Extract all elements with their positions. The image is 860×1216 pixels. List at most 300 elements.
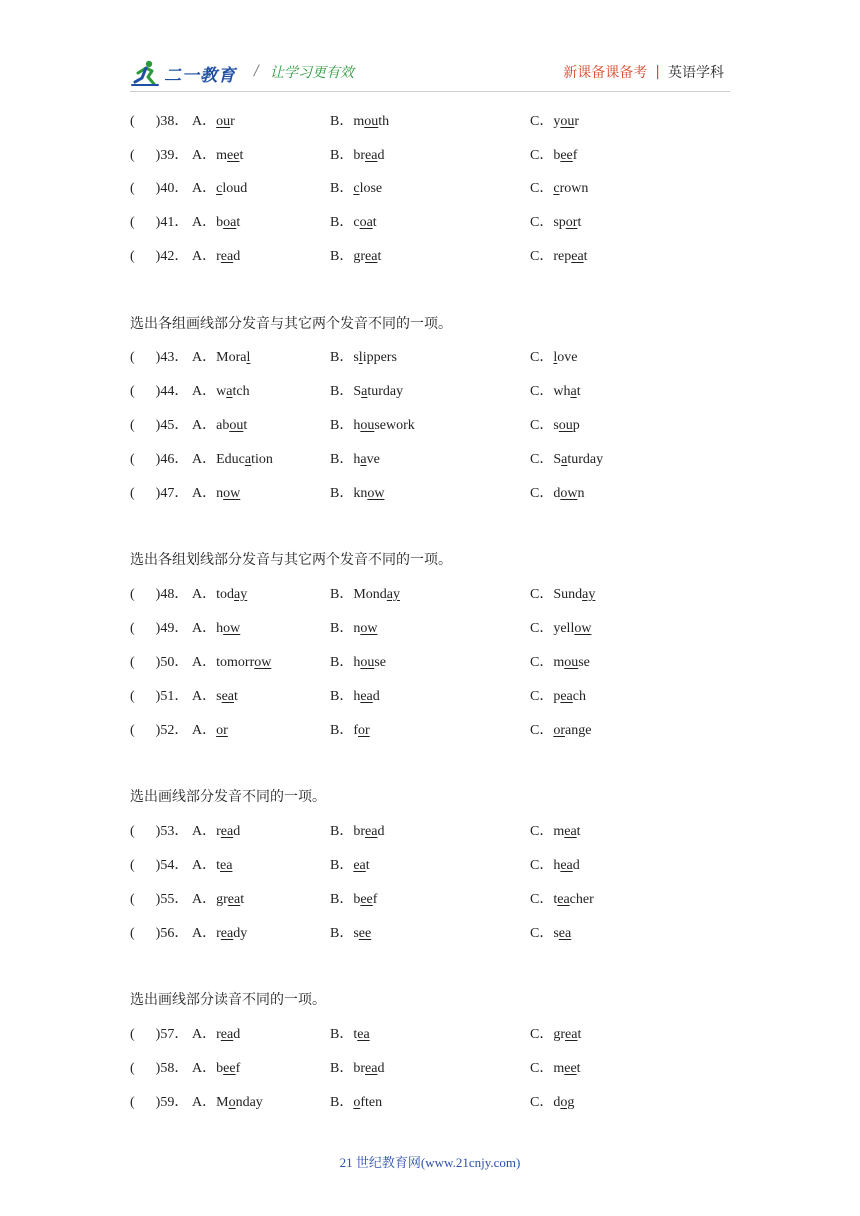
word-part: f	[235, 1061, 241, 1076]
option-c	[530, 246, 588, 268]
underlined-part: l	[246, 350, 251, 365]
question-number: ( )56．	[130, 926, 189, 941]
underlined-part: ou	[360, 655, 375, 670]
option-label: A．	[192, 892, 217, 907]
page-footer: 21 世纪教育网(www.21cnjy.com)	[339, 1155, 521, 1170]
option-b	[330, 449, 380, 471]
word-part: m	[353, 114, 365, 129]
underlined-part: ow	[560, 486, 578, 501]
word-part: kn	[353, 486, 368, 501]
word-part: rep	[553, 249, 572, 264]
option-b	[330, 111, 389, 133]
question-number: ( )47．	[130, 486, 189, 501]
underlined-part: a	[361, 384, 368, 399]
underlined-part: ee	[564, 1061, 577, 1076]
word-part: t	[576, 384, 581, 399]
question-row	[130, 111, 730, 133]
option-label: B．	[330, 892, 354, 907]
underlined-part: o	[353, 1095, 361, 1110]
underlined-part: ea	[560, 689, 573, 704]
underlined-part: or	[216, 723, 228, 738]
word-part: m	[216, 148, 228, 163]
word-part: ippers	[362, 350, 397, 365]
word-part: br	[353, 1061, 366, 1076]
question-row	[130, 178, 730, 200]
option-c	[530, 449, 603, 471]
option-b	[330, 923, 371, 945]
word-part: y	[553, 114, 561, 129]
question-row	[130, 618, 730, 640]
word-part: r	[216, 824, 221, 839]
question-row	[130, 1092, 730, 1114]
underlined-part: a	[561, 452, 568, 467]
option-label: B．	[330, 418, 354, 433]
underlined-part: ow	[360, 621, 378, 636]
option-b	[330, 618, 377, 640]
question-row	[130, 652, 730, 674]
underlined-part: ou	[364, 114, 379, 129]
word-part: s	[353, 926, 359, 941]
word-part: rown	[559, 181, 589, 196]
question-row	[130, 720, 730, 742]
question-number: ( )39．	[130, 148, 189, 163]
option-label: B．	[330, 384, 354, 399]
word-part: d	[233, 1027, 241, 1042]
question-row	[130, 145, 730, 167]
word-part: w	[216, 384, 227, 399]
option-label: C．	[530, 181, 554, 196]
subject-label: 英语学科	[668, 65, 724, 81]
word-part: r	[216, 249, 221, 264]
option-a	[192, 584, 247, 606]
underlined-part: ow	[223, 486, 241, 501]
option-label: A．	[192, 418, 217, 433]
word-part: S	[353, 384, 362, 399]
question-number: ( )55．	[130, 892, 189, 907]
underlined-part: ea	[220, 858, 233, 873]
option-b	[330, 246, 381, 268]
option-label: B．	[330, 486, 354, 501]
underlined-part: ea	[564, 824, 577, 839]
word-part: loud	[222, 181, 248, 196]
option-c	[530, 1024, 581, 1046]
option-c	[530, 145, 577, 167]
word-part: c	[353, 215, 360, 230]
word-part: ange	[565, 723, 592, 738]
word-part: nday	[235, 1095, 263, 1110]
question-row	[130, 584, 730, 606]
underlined-part: ay	[582, 587, 596, 602]
option-label: A．	[192, 723, 217, 738]
option-a	[192, 449, 273, 471]
option-label: A．	[192, 114, 217, 129]
option-label: B．	[330, 587, 354, 602]
option-a	[192, 145, 243, 167]
option-label: A．	[192, 1095, 217, 1110]
option-a	[192, 821, 240, 843]
question-number: ( )48．	[130, 587, 189, 602]
option-c	[530, 923, 571, 945]
underlined-part: ea	[353, 858, 366, 873]
option-label: C．	[530, 249, 554, 264]
question-number: ( )41．	[130, 215, 189, 230]
option-label: C．	[530, 418, 554, 433]
question-row	[130, 449, 730, 471]
logo	[130, 56, 236, 90]
word-part: s	[553, 926, 559, 941]
option-c	[530, 381, 581, 403]
option-label: B．	[330, 215, 354, 230]
word-part: b	[353, 892, 361, 907]
header-divider	[130, 91, 730, 92]
underlined-part: ee	[227, 148, 240, 163]
question-row	[130, 686, 730, 708]
question-row	[130, 923, 730, 945]
word-part: d	[572, 858, 580, 873]
question-number: ( )49．	[130, 621, 189, 636]
underlined-part: ea	[365, 824, 378, 839]
word-part: f	[372, 892, 378, 907]
option-c	[530, 178, 588, 200]
underlined-part: ou	[564, 655, 579, 670]
underlined-part: ow	[254, 655, 272, 670]
option-c	[530, 483, 584, 505]
question-row	[130, 246, 730, 268]
question-number: ( )50．	[130, 655, 189, 670]
option-c	[530, 855, 580, 877]
question-number: ( )52．	[130, 723, 189, 738]
option-label: B．	[330, 1095, 354, 1110]
underlined-part: ea	[557, 892, 570, 907]
word-part: se	[374, 655, 387, 670]
option-b	[330, 347, 397, 369]
word-part: t	[576, 1061, 581, 1076]
word-part: sework	[374, 418, 415, 433]
underlined-part: c	[353, 181, 360, 196]
option-label: C．	[530, 215, 554, 230]
underlined-part: o	[228, 1095, 236, 1110]
word-part: t	[236, 215, 241, 230]
underlined-part: l	[358, 350, 363, 365]
question-row	[130, 381, 730, 403]
section-instruction: 选出画线部分读音不同的一项。	[130, 992, 326, 1008]
option-label: B．	[330, 621, 354, 636]
word-part: m	[553, 824, 565, 839]
word-part: ab	[216, 418, 230, 433]
question-number: ( )58．	[130, 1061, 189, 1076]
underlined-part: l	[553, 350, 558, 365]
word-part: t	[240, 892, 245, 907]
underlined-part: ee	[223, 1061, 236, 1076]
underlined-part: ea	[365, 249, 378, 264]
logo-text: 二一教育	[164, 65, 236, 86]
option-c	[530, 889, 594, 911]
underlined-part: ea	[365, 1061, 378, 1076]
underlined-part: oa	[223, 215, 237, 230]
question-row	[130, 821, 730, 843]
option-label: C．	[530, 148, 554, 163]
option-label: C．	[530, 655, 554, 670]
underlined-part: a	[360, 452, 367, 467]
option-a	[192, 923, 247, 945]
option-label: C．	[530, 621, 554, 636]
word-part: t	[577, 215, 582, 230]
word-part: r	[230, 114, 235, 129]
option-label: A．	[192, 1027, 217, 1042]
option-a	[192, 855, 232, 877]
word-part: b	[216, 215, 224, 230]
underlined-part: ea	[220, 249, 234, 264]
underlined-part: c	[216, 181, 223, 196]
word-part: n	[577, 486, 585, 501]
option-b	[330, 652, 386, 674]
option-label: A．	[192, 655, 217, 670]
underlined-part: or	[358, 723, 370, 738]
option-b	[330, 415, 415, 437]
option-label: C．	[530, 689, 554, 704]
option-label: B．	[330, 1027, 354, 1042]
word-part: S	[553, 452, 562, 467]
question-number: ( )57．	[130, 1027, 189, 1042]
option-a	[192, 381, 250, 403]
word-part: th	[378, 114, 390, 129]
option-a	[192, 212, 240, 234]
word-part: d	[233, 249, 241, 264]
option-c	[530, 584, 595, 606]
question-number: ( )59．	[130, 1095, 189, 1110]
word-part: turday	[367, 384, 404, 399]
word-part: tod	[216, 587, 235, 602]
section-instruction: 选出各组画线部分发音与其它两个发音不同的一项。	[130, 316, 452, 332]
option-a	[192, 246, 240, 268]
word-part: tomorr	[216, 655, 255, 670]
word-part: wh	[553, 384, 571, 399]
word-part: p	[572, 418, 580, 433]
option-b	[330, 584, 400, 606]
word-part: d	[372, 689, 380, 704]
option-a	[192, 111, 235, 133]
underlined-part: ou	[216, 114, 231, 129]
underlined-part: ea	[220, 1027, 234, 1042]
option-label: B．	[330, 689, 354, 704]
option-label: C．	[530, 350, 554, 365]
question-row	[130, 1058, 730, 1080]
word-part: s	[216, 689, 222, 704]
question-number: ( )54．	[130, 858, 189, 873]
option-b	[330, 178, 382, 200]
word-part: tion	[251, 452, 273, 467]
option-label: A．	[192, 181, 217, 196]
underlined-part: a	[226, 384, 233, 399]
word-part: t	[365, 858, 370, 873]
question-number: ( )46．	[130, 452, 189, 467]
word-part: d	[377, 148, 385, 163]
underlined-part: or	[553, 723, 566, 738]
underlined-part: ee	[560, 148, 573, 163]
option-a	[192, 652, 271, 674]
word-part: M	[216, 1095, 229, 1110]
option-b	[330, 1024, 370, 1046]
underlined-part: ea	[571, 249, 584, 264]
underlined-part: oa	[359, 215, 373, 230]
option-label: B．	[330, 824, 354, 839]
word-part: t	[577, 1027, 582, 1042]
option-b	[330, 821, 384, 843]
option-b	[330, 686, 380, 708]
word-part: h	[353, 452, 361, 467]
word-part: cher	[569, 892, 594, 907]
header-separator: |	[655, 64, 660, 80]
word-part: ften	[360, 1095, 383, 1110]
option-label: B．	[330, 181, 354, 196]
underlined-part: ay	[386, 587, 401, 602]
word-part: h	[216, 621, 224, 636]
option-a	[192, 720, 228, 742]
word-part: d	[553, 1095, 561, 1110]
option-c	[530, 618, 591, 640]
word-part: t	[576, 824, 581, 839]
underlined-part: ea	[220, 824, 234, 839]
underlined-part: og	[560, 1095, 575, 1110]
underlined-part: ow	[367, 486, 385, 501]
underlined-part: ow	[574, 621, 592, 636]
question-number: ( )53．	[130, 824, 189, 839]
word-part: gr	[353, 249, 366, 264]
option-label: C．	[530, 452, 554, 467]
underlined-part: ea	[221, 689, 235, 704]
header-right	[563, 62, 724, 82]
option-label: C．	[530, 723, 554, 738]
option-label: B．	[330, 452, 354, 467]
word-part: Mond	[353, 587, 387, 602]
question-number: ( )42．	[130, 249, 189, 264]
word-part: ove	[557, 350, 578, 365]
question-row	[130, 415, 730, 437]
option-label: A．	[192, 148, 217, 163]
option-c	[530, 652, 590, 674]
option-a	[192, 1092, 263, 1114]
word-part: r	[574, 114, 580, 129]
option-b	[330, 381, 403, 403]
word-part: r	[216, 1027, 221, 1042]
question-number: ( )51．	[130, 689, 189, 704]
question-row	[130, 483, 730, 505]
underlined-part: ou	[360, 418, 375, 433]
question-number: ( )40．	[130, 181, 189, 196]
word-part: f	[353, 723, 359, 738]
option-c	[530, 686, 586, 708]
word-part: Educ	[216, 452, 245, 467]
word-part: s	[353, 350, 359, 365]
word-part: d	[553, 486, 561, 501]
underlined-part: a	[244, 452, 252, 467]
option-a	[192, 1024, 240, 1046]
option-label: A．	[192, 215, 217, 230]
word-part: turday	[567, 452, 604, 467]
option-label: A．	[192, 926, 217, 941]
option-b	[330, 1058, 384, 1080]
question-number: ( )38．	[130, 114, 189, 129]
underlined-part: ea	[220, 926, 234, 941]
option-c	[530, 347, 577, 369]
word-part: b	[553, 148, 561, 163]
word-part: n	[353, 621, 361, 636]
option-b	[330, 855, 370, 877]
word-part: m	[553, 1061, 565, 1076]
option-label: B．	[330, 655, 354, 670]
option-label: C．	[530, 384, 554, 399]
word-part: t	[234, 689, 238, 704]
option-b	[330, 889, 377, 911]
word-part: sp	[553, 215, 566, 230]
underlined-part: ee	[360, 892, 373, 907]
question-number: ( )43．	[130, 350, 189, 365]
word-part: Mora	[216, 350, 247, 365]
underlined-part: ea	[227, 892, 241, 907]
underlined-part: ea	[357, 1027, 370, 1042]
word-part: h	[553, 858, 561, 873]
underlined-part: ay	[234, 587, 248, 602]
word-part: t	[353, 1027, 358, 1042]
option-a	[192, 178, 247, 200]
word-part: h	[353, 655, 361, 670]
option-a	[192, 1058, 240, 1080]
underlined-part: ou	[558, 418, 573, 433]
option-a	[192, 686, 238, 708]
question-row	[130, 1024, 730, 1046]
option-b	[330, 483, 384, 505]
question-row	[130, 889, 730, 911]
underlined-part: or	[565, 215, 578, 230]
underlined-part: ow	[223, 621, 241, 636]
option-label: C．	[530, 824, 554, 839]
running-figure-icon	[130, 59, 162, 87]
option-c	[530, 1058, 581, 1080]
word-part: m	[553, 655, 565, 670]
word-part: lose	[359, 181, 383, 196]
option-label: B．	[330, 249, 354, 264]
option-label: A．	[192, 249, 217, 264]
option-label: A．	[192, 587, 217, 602]
underlined-part: ou	[229, 418, 244, 433]
option-c	[530, 111, 579, 133]
word-part: t	[583, 249, 588, 264]
word-part: t	[216, 858, 221, 873]
word-part: h	[353, 418, 361, 433]
word-part: br	[353, 824, 366, 839]
question-row	[130, 212, 730, 234]
word-part: f	[572, 148, 578, 163]
underlined-part: ee	[358, 926, 372, 941]
option-label: A．	[192, 621, 217, 636]
word-part: t	[553, 892, 558, 907]
slogan-separator: /	[254, 63, 259, 79]
option-label: C．	[530, 1061, 554, 1076]
word-part: d	[377, 1061, 385, 1076]
option-label: A．	[192, 824, 217, 839]
option-label: B．	[330, 148, 354, 163]
word-part: r	[216, 926, 221, 941]
underlined-part: ea	[558, 926, 572, 941]
option-label: B．	[330, 114, 354, 129]
underlined-part: ea	[565, 1027, 578, 1042]
question-row	[130, 347, 730, 369]
slogan: 让学习更有效	[270, 65, 354, 81]
option-label: A．	[192, 452, 217, 467]
option-label: A．	[192, 689, 217, 704]
option-label: A．	[192, 350, 217, 365]
word-part: t	[372, 215, 377, 230]
